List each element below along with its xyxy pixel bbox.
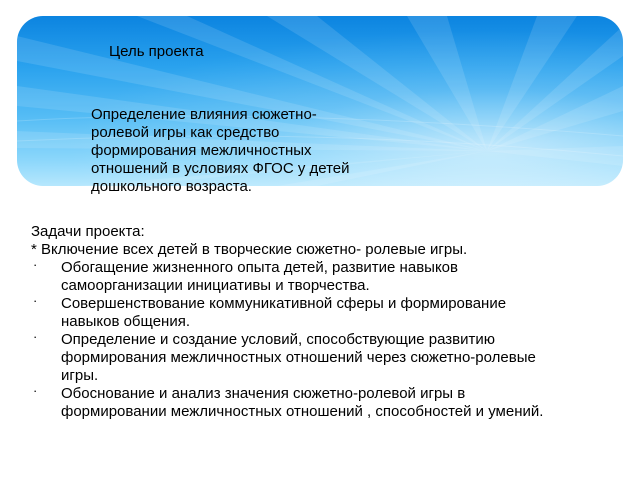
task-item <box>31 259 611 295</box>
goal-description <box>91 106 381 196</box>
task-item-first: * Включение всех детей в творческие сюжетно- ролевые игры. <box>31 241 468 258</box>
goal-line: формирования межличностных <box>91 142 312 159</box>
task-line: игры. <box>61 367 99 384</box>
tasks-title: Задачи проекта: <box>31 223 145 240</box>
task-item <box>31 295 611 331</box>
task-item <box>31 331 611 385</box>
bullet-dot-icon: · <box>33 329 38 344</box>
goal-title: Цель проекта <box>109 43 204 60</box>
goal-line: Определение влияния сюжетно- <box>91 106 317 123</box>
bullet-dot-icon: · <box>33 293 38 308</box>
task-line: навыков общения. <box>61 313 190 330</box>
task-line: Совершенствование коммуникативной сферы и формирование <box>61 295 507 312</box>
tasks-block <box>31 223 611 421</box>
task-line: Обогащение жизненного опыта детей, развитие навыков <box>61 259 458 276</box>
bullet-dot-icon: · <box>33 257 38 272</box>
goal-line: отношений в условиях ФГОС у детей <box>91 160 350 177</box>
task-line: формировании межличностных отношений , способностей и умений. <box>61 403 544 420</box>
task-line: Определение и создание условий, способствующие развитию <box>61 331 495 348</box>
goal-line: ролевой игры как средство <box>91 124 280 141</box>
bullet-dot-icon: · <box>33 383 38 398</box>
task-line: Обоснование и анализ значения сюжетно-ролевой игры в <box>61 385 466 402</box>
tasks-list <box>31 259 611 421</box>
task-line: самоорганизации инициативы и творчества. <box>61 277 370 294</box>
task-item <box>31 385 611 421</box>
goal-line: дошкольного возраста. <box>91 178 252 195</box>
task-line: формирования межличностных отношений через сюжетно-ролевые <box>61 349 536 366</box>
